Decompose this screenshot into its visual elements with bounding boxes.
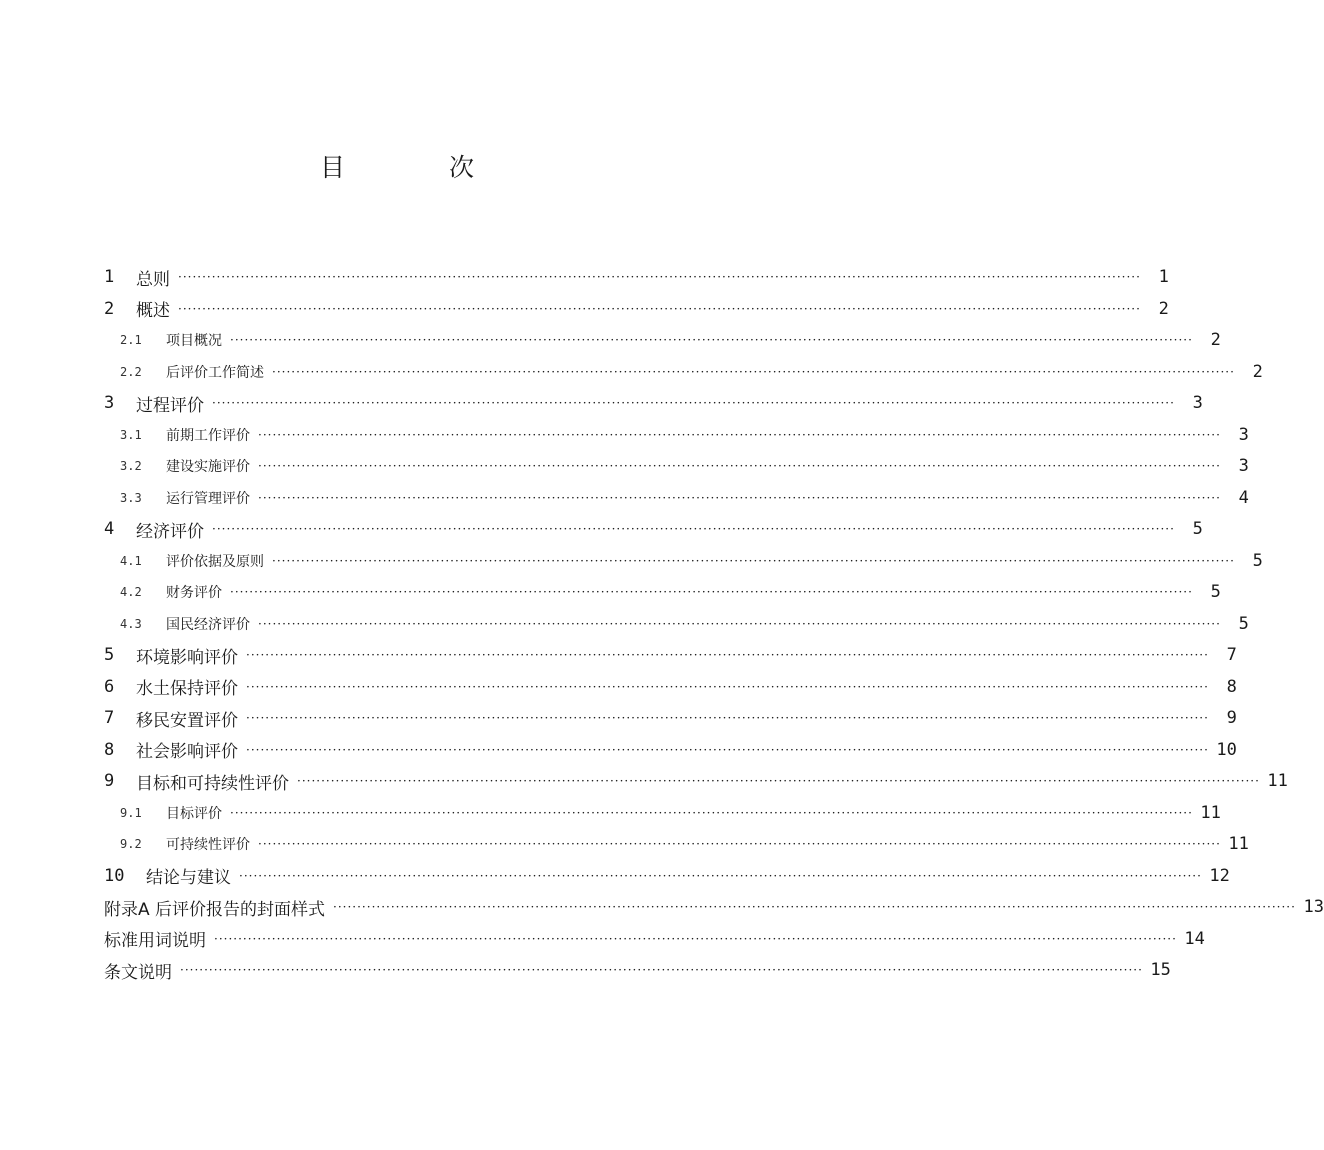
- toc-entry-title: 目标和可持续性评价: [136, 773, 289, 794]
- toc-entry-number: 2.2: [120, 364, 142, 379]
- toc-entry-number: 9.2: [120, 837, 142, 851]
- dot-leader: ········································································································································································································: [246, 711, 1209, 725]
- toc-entry-8[interactable]: [104, 735, 1237, 765]
- toc-entry-page: 15: [1150, 960, 1171, 980]
- toc-entry-3-1[interactable]: [120, 420, 1249, 450]
- toc-entry-number: 3.3: [120, 490, 142, 505]
- toc-entry-3-2[interactable]: [120, 451, 1249, 481]
- toc-entry-4-2[interactable]: [120, 577, 1221, 607]
- dot-leader: ········································································································································································································: [258, 459, 1221, 473]
- toc-entry-5[interactable]: [104, 640, 1237, 670]
- toc-entry-page: 2: [1252, 361, 1263, 382]
- dot-leader: ········································································································································································································: [178, 301, 1141, 316]
- toc-entry-number: 2: [104, 298, 115, 319]
- toc-entry-number: 3: [104, 393, 115, 413]
- toc-entry-page: 5: [1238, 613, 1249, 634]
- toc-entry-number: 4.2: [120, 585, 142, 599]
- toc-entry-title: 概述: [136, 301, 170, 321]
- toc-entry-appendix-a[interactable]: [104, 892, 1324, 922]
- toc-entry-page: 3: [1238, 424, 1249, 445]
- toc-entry-title: 可持续性评价: [166, 837, 250, 853]
- toc-entry-number: 2.1: [120, 333, 142, 347]
- dot-leader: ········································································································································································································: [230, 805, 1193, 820]
- dot-leader: ········································································································································································································: [212, 522, 1175, 536]
- toc-entry-7[interactable]: [104, 703, 1237, 733]
- toc-entry-title: 建设实施评价: [166, 459, 250, 475]
- dot-leader: ········································································································································································································: [272, 364, 1235, 379]
- dot-leader: ········································································································································································································: [272, 553, 1235, 568]
- dot-leader: ········································································································································································································: [258, 490, 1221, 505]
- toc-entry-title: 水土保持评价: [136, 679, 238, 699]
- toc-entry-page: 8: [1226, 676, 1237, 697]
- toc-entry-page: 5: [1210, 582, 1221, 602]
- toc-entry-4-3[interactable]: [120, 609, 1249, 639]
- toc-entry-number: 9.1: [120, 805, 142, 820]
- toc-entry-page: 10: [1216, 739, 1237, 760]
- toc-entry-title: 国民经济评价: [166, 616, 250, 633]
- toc-entry-page: 3: [1192, 393, 1203, 413]
- toc-entry-title: 总则: [136, 269, 170, 290]
- toc-entry-title: 标准用词说明: [104, 931, 206, 951]
- toc-entry-page: 9: [1226, 708, 1237, 728]
- toc-entry-title: 移民安置评价: [136, 710, 238, 731]
- toc-entry-page: 5: [1252, 550, 1263, 571]
- toc-entry-9[interactable]: [104, 766, 1288, 796]
- dot-leader: ········································································································································································································: [246, 648, 1209, 662]
- toc-entry-2-1[interactable]: [120, 325, 1221, 355]
- toc-entry-title: 前期工作评价: [166, 427, 250, 444]
- toc-entry-page: 11: [1228, 834, 1249, 854]
- toc-entry-clause-notes[interactable]: [104, 955, 1171, 985]
- dot-leader: ········································································································································································································: [230, 585, 1193, 599]
- toc-entry-title: 社会影响评价: [136, 742, 238, 762]
- dot-leader: ········································································································································································································: [258, 837, 1221, 851]
- toc-entry-number: 8: [104, 739, 115, 760]
- toc-entry-page: 12: [1209, 865, 1230, 886]
- toc-entry-number: 10: [104, 865, 125, 886]
- toc-entry-3-3[interactable]: [120, 483, 1249, 513]
- toc-entry-number: 1: [104, 267, 115, 287]
- toc-entry-page: 11: [1267, 771, 1288, 791]
- toc-entry-title: 附录A 后评价报告的封面样式: [104, 899, 326, 920]
- toc-entry-number: 3.1: [120, 427, 142, 442]
- toc-entry-title: 条文说明: [104, 962, 172, 983]
- toc-entry-1[interactable]: [104, 262, 1169, 292]
- dot-leader: ········································································································································································································: [246, 742, 1209, 757]
- toc-entry-standard-terms[interactable]: [104, 924, 1205, 954]
- toc-entry-page: 3: [1238, 456, 1249, 476]
- toc-entry-title: 后评价工作简述: [166, 364, 264, 381]
- toc-entry-number: 4.3: [120, 616, 142, 631]
- toc-entry-number: 3.2: [120, 459, 142, 473]
- dot-leader: ········································································································································································································: [212, 396, 1175, 410]
- toc-entry-title: 经济评价: [136, 521, 204, 542]
- toc-entry-title: 财务评价: [166, 585, 222, 601]
- dot-leader: ········································································································································································································: [239, 868, 1202, 883]
- toc-entry-number: 6: [104, 676, 115, 697]
- toc-entry-number: 7: [104, 708, 115, 728]
- toc-entry-page: 2: [1210, 330, 1221, 350]
- toc-entry-title: 目标评价: [166, 805, 222, 822]
- toc-entry-page: 14: [1184, 928, 1205, 949]
- toc-entry-page: 4: [1238, 487, 1249, 508]
- dot-leader: ········································································································································································································: [258, 616, 1221, 631]
- toc-entry-page: 2: [1158, 298, 1169, 319]
- toc-entry-4-1[interactable]: [120, 546, 1263, 576]
- dot-leader: ········································································································································································································: [333, 900, 1296, 914]
- toc-entry-number: 5: [104, 645, 115, 665]
- toc-entry-page: 11: [1200, 802, 1221, 823]
- toc-entry-title: 结论与建议: [146, 868, 231, 888]
- toc-entry-3[interactable]: [104, 388, 1203, 418]
- toc-entry-page: 1: [1158, 267, 1169, 287]
- dot-leader: ········································································································································································································: [180, 963, 1143, 977]
- toc-entry-2[interactable]: [104, 294, 1169, 324]
- toc-entry-4[interactable]: [104, 514, 1203, 544]
- dot-leader: ········································································································································································································: [297, 774, 1260, 788]
- dot-leader: ········································································································································································································: [230, 333, 1193, 347]
- dot-leader: ········································································································································································································: [178, 270, 1141, 284]
- toc-entry-number: 9: [104, 771, 115, 791]
- toc-entry-9-2[interactable]: [120, 829, 1249, 859]
- toc-entry-page: 13: [1303, 897, 1324, 917]
- toc-entry-page: 5: [1192, 519, 1203, 539]
- dot-leader: ········································································································································································································: [246, 679, 1209, 694]
- toc-entry-title: 评价依据及原则: [166, 553, 264, 570]
- toc-entry-title: 环境影响评价: [136, 647, 238, 668]
- toc-entry-title: 运行管理评价: [166, 490, 250, 507]
- toc-entry-number: 4: [104, 519, 115, 539]
- toc-entry-9-1[interactable]: [120, 798, 1221, 828]
- toc-entry-10[interactable]: [104, 861, 1230, 891]
- dot-leader: ········································································································································································································: [214, 931, 1177, 946]
- toc-entry-page: 7: [1226, 645, 1237, 665]
- page-title: 目 次: [320, 153, 522, 182]
- dot-leader: ········································································································································································································: [258, 427, 1221, 442]
- toc-entry-title: 项目概况: [166, 333, 222, 349]
- toc-entry-6[interactable]: [104, 672, 1237, 702]
- toc-entry-title: 过程评价: [136, 395, 204, 416]
- toc-entry-number: 4.1: [120, 553, 142, 568]
- toc-entry-2-2[interactable]: [120, 357, 1263, 387]
